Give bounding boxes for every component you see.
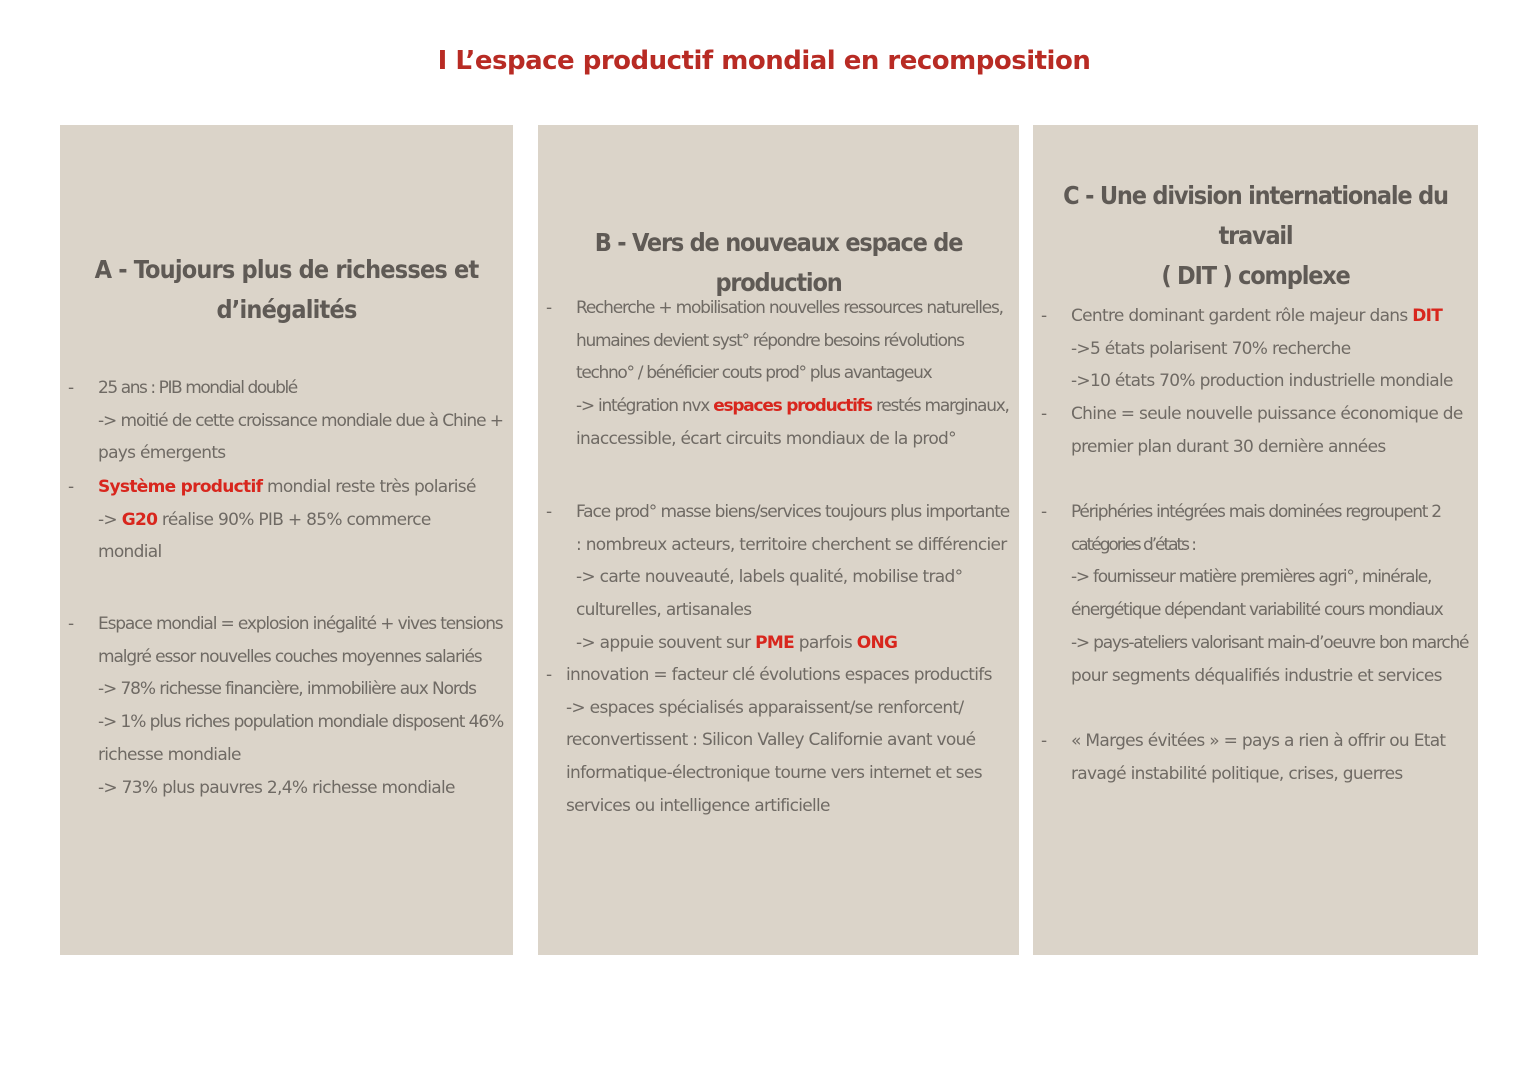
bullet-face-prod: Face prod° masse biens/services toujours plus importante : nombreux acteurs, territoire cherchent se différencier -> carte nouveauté, labels qualité, mobilise trad° culturelles, artisanales -> appuie souvent sur PME parfois ONG: [576, 502, 1010, 653]
bullet-marges-evitees: « Marges évitées » = pays a rien à offrir ou Etat ravagé instabilité politique, crises, guerres: [1071, 731, 1446, 784]
highlight-systeme-productif: Système productif: [98, 477, 263, 497]
bullet-dash: -: [68, 614, 75, 634]
bullet-pib-doubled: 25 ans : PIB mondial doublé -> moitié de cette croissance mondiale due à Chine + pays émergents: [98, 378, 503, 464]
bullet-dash: -: [546, 298, 553, 318]
bullet-systeme-productif: Système productif mondial reste très polarisé -> G20 réalise 90% PIB + 85% commerce mondial: [98, 477, 476, 563]
bullet-centre-dominant: Centre dominant gardent rôle majeur dans DIT ->5 états polarisent 70% recherche ->10 états 70% production industrielle mondiale: [1071, 306, 1453, 392]
section-c-heading: C - Une division internationale du travail ( DIT ) complexe: [1063, 181, 1448, 290]
highlight-ong: ONG: [856, 632, 898, 653]
bullet-dash: -: [546, 502, 553, 522]
bullet-innovation: innovation = facteur clé évolutions espaces productifs -> espaces spécialisés apparaissent/se renforcent/ reconvertissent : Silicon Valley Californie avant voué informatique-électronique tourne vers internet et ses services ou intelligence artificielle: [566, 665, 992, 816]
bullet-dash: -: [1041, 502, 1048, 522]
highlight-dit: DIT: [1412, 306, 1443, 326]
section-b-panel: [538, 125, 1019, 955]
page-title: I L’espace productif mondial en recomposition: [437, 46, 1091, 76]
bullet-chine: Chine = seule nouvelle puissance économique de premier plan durant 30 dernière années: [1071, 404, 1463, 457]
bullet-peripheries: Périphéries intégrées mais dominées regroupent 2 catégories d’états : -> fournisseur matière premières agri°, minérale, énergétique dépendant variabilité cours mondiaux -> pays-ateliers valorisant main-d’oeuvre bon marché pour segments déqualifiés industrie et services: [1071, 502, 1469, 686]
bullet-dash: -: [1041, 306, 1048, 326]
highlight-espaces-productifs: espaces productifs: [713, 396, 872, 417]
bullet-dash: -: [1041, 404, 1048, 424]
bullet-dash: -: [546, 665, 553, 685]
highlight-g20: G20: [121, 509, 158, 530]
section-b-heading: B - Vers de nouveaux espace de production: [594, 228, 963, 297]
bullet-recherche: Recherche + mobilisation nouvelles ressources naturelles, humaines devient syst° répondre besoins révolutions techno° / bénéficier couts prod° plus avantageux -> intégration nvx espaces productifs restés marginaux, inaccessible, écart circuits mondiaux de la prod°: [576, 298, 1009, 449]
bullet-dash: -: [1041, 731, 1048, 751]
bullet-dash: -: [68, 378, 75, 398]
section-c-panel: [1033, 125, 1478, 955]
highlight-pme: PME: [755, 632, 795, 653]
bullet-dash: -: [68, 477, 75, 497]
section-a-heading: A - Toujours plus de richesses et d’inégalités: [94, 255, 479, 324]
section-a-panel: [60, 125, 513, 955]
bullet-espace-mondial: Espace mondial = explosion inégalité + vives tensions malgré essor nouvelles couches moyennes salariés -> 78% richesse financière, immobilière aux Nords -> 1% plus riches population mondiale disposent 46% richesse mondiale -> 73% plus pauvres 2,4% richesse mondiale: [98, 614, 504, 798]
